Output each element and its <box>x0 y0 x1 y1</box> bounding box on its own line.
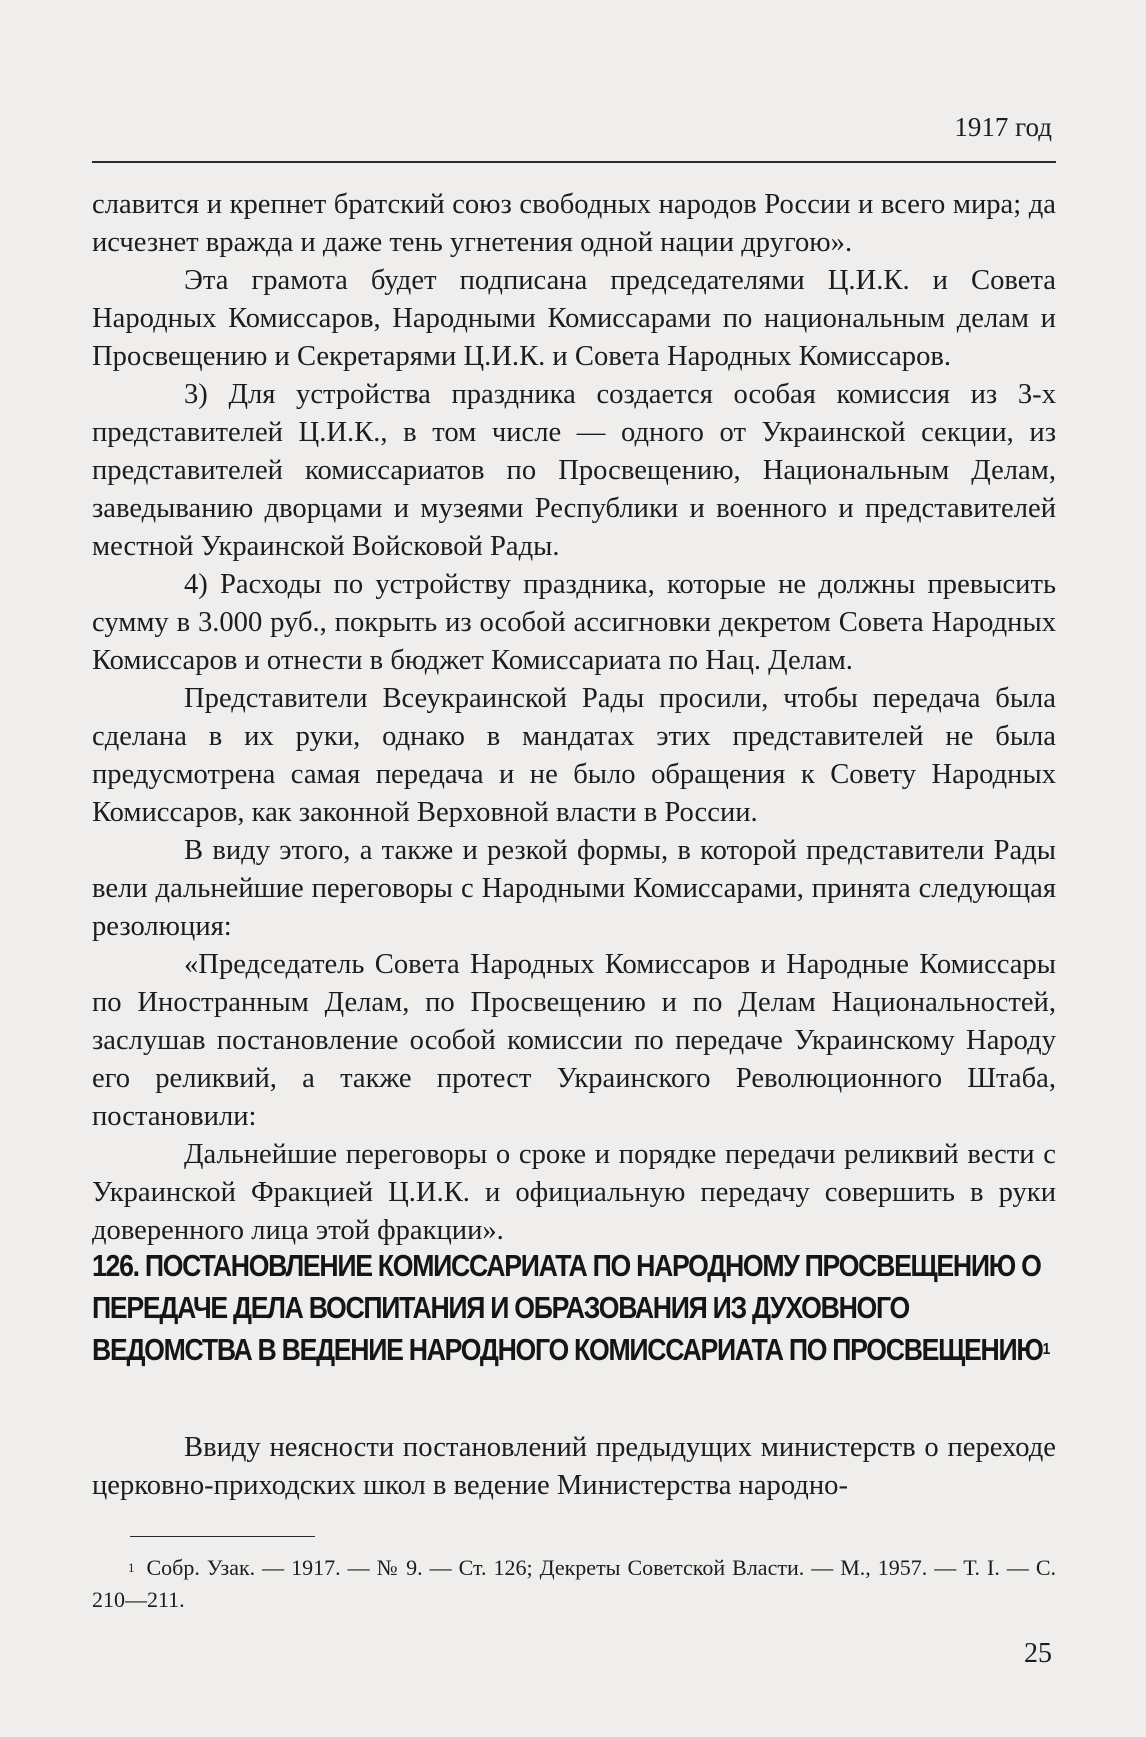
paragraph-7: «Председатель Совета Народных Комиссаров и Народные Комиссары по Иностранным Делам, по Просвещению и по Делам Национальностей, заслушав постановление особой комиссии по передаче Украинскому Народу его реликвий, а также протест Украинского Революционного Штаба, постановили: <box>92 949 1056 1132</box>
paragraph-1: славится и крепнет братский союз свободных народов России и всего мира; да исчезнет вражда и даже тень угнетения одной нации другою». <box>92 189 1056 258</box>
paragraph-8: Дальнейшие переговоры о сроке и порядке передачи реликвий вести с Украинской Фракцией Ц.И.К. и официальную передачу совершить в руки доверенного лица этой фракции». <box>92 1139 1056 1246</box>
paragraph-3: 3) Для устройства праздника создается особая комиссия из 3-х представителей Ц.И.К., в том числе — одного от Украинской секции, из представителей комиссариатов по Просвещению, Национальным Делам, заведыванию дворцами и музеями Республики и военного и представителей местной Украинской Войсковой Рады. <box>92 379 1056 562</box>
footnote-mark: 1 <box>128 1560 135 1575</box>
header-rule <box>92 161 1056 163</box>
main-text <box>92 186 1056 1250</box>
footnote-rule <box>130 1536 315 1537</box>
footnote <box>92 1552 1056 1616</box>
paragraph-2: Эта грамота будет подписана председателями Ц.И.К. и Совета Народных Комиссаров, Народными Комиссарами по национальным делам и Просвещению и Секретарями Ц.И.К. и Совета Народных Комиссаров. <box>92 265 1056 372</box>
paragraph-4: 4) Расходы по устройству праздника, которые не должны превысить сумму в 3.000 руб., покрыть из особой ассигновки декретом Совета Народных Комиссаров и отнести в бюджет Комиссариата по Нац. Делам. <box>92 569 1056 676</box>
running-head: 1917 год <box>954 112 1052 142</box>
section-heading-text: 126. ПОСТАНОВЛЕНИЕ КОМИССАРИАТА ПО НАРОДНОМУ ПРОСВЕЩЕНИЮ О ПЕРЕДАЧЕ ДЕЛА ВОСПИТАНИЯ И ОБРАЗОВАНИЯ ИЗ ДУХОВНОГО ВЕДОМСТВА В ВЕДЕНИЕ НАРОДНОГО КОМИССАРИАТА ПО ПРОСВЕЩЕНИЮ <box>92 1248 1043 1367</box>
footnote-text: Собр. Узак. — 1917. — № 9. — Ст. 126; Декреты Советской Власти. — М., 1957. — Т. I. — С. 210—211. <box>92 1555 1056 1612</box>
section-paragraph: Ввиду неясности постановлений предыдущих министерств о переходе церковно-приходских школ в ведение Министерства народно- <box>92 1432 1056 1501</box>
section-heading <box>92 1245 1056 1371</box>
section-text <box>92 1429 1056 1505</box>
page-number: 25 <box>1024 1638 1052 1669</box>
paragraph-6: В виду этого, а также и резкой формы, в которой представители Рады вели дальнейшие переговоры с Народными Комиссарами, принята следующая резолюция: <box>92 835 1056 942</box>
heading-footnote-mark: 1 <box>1042 1341 1051 1358</box>
paragraph-5: Представители Всеукраинской Рады просили, чтобы передача была сделана в их руки, однако в мандатах этих представителей не была предусмотрена самая передача и не было обращения к Совету Народных Комиссаров, как законной Верховной власти в России. <box>92 683 1056 828</box>
